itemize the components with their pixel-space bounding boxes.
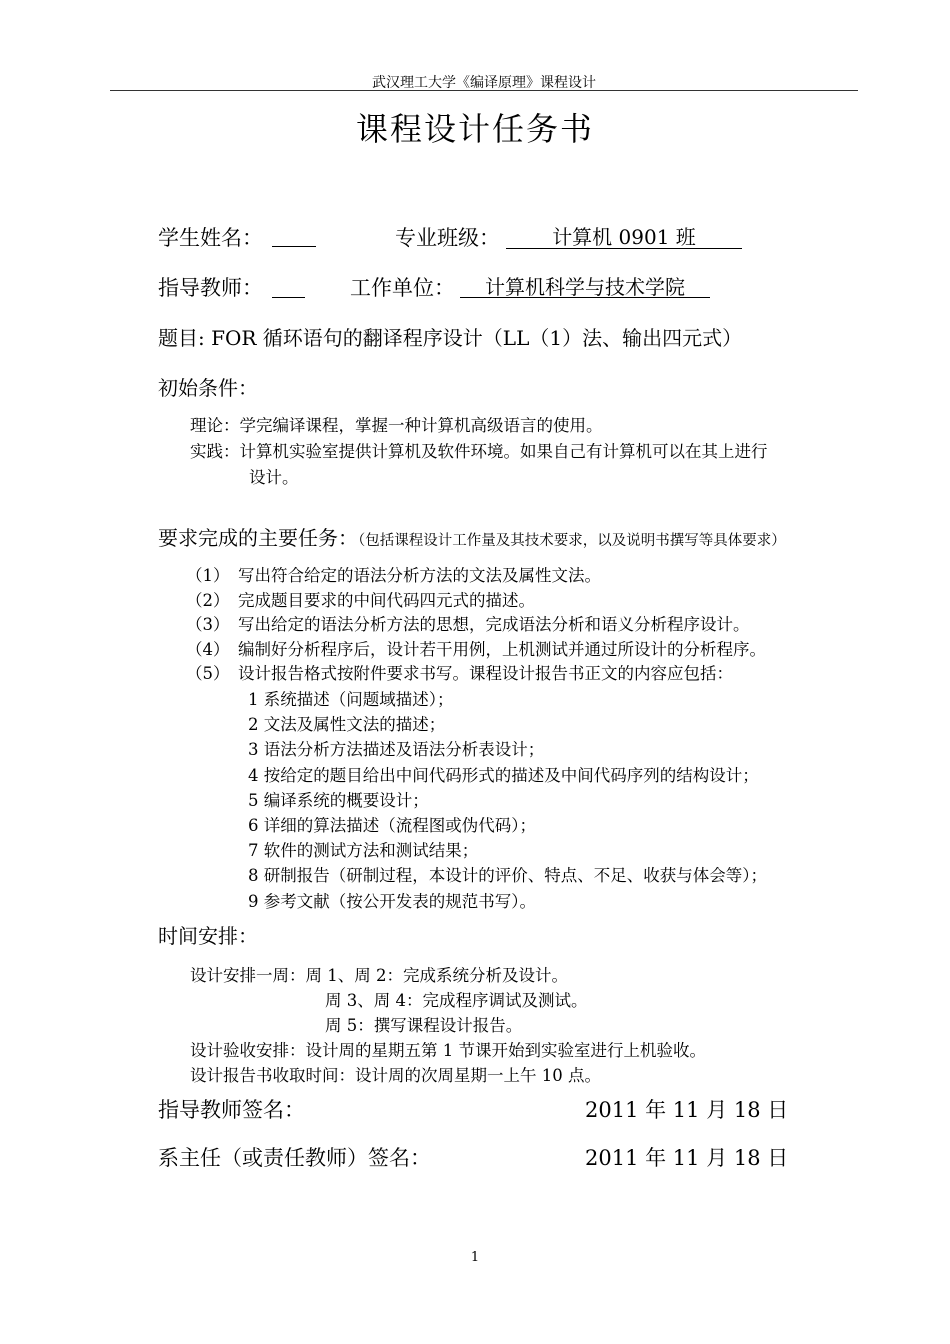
- report-contents-item: 7 软件的测试方法和测试结果；: [248, 841, 479, 861]
- task-item-text: 编制好分析程序后，设计若干用例，上机测试并通过所设计的分析程序。: [238, 639, 766, 659]
- task-item-number: （1）: [186, 566, 230, 585]
- schedule-heading: 时间安排：: [158, 924, 258, 948]
- schedule-day-5: 周 5：撰写课程设计报告。: [325, 1016, 523, 1035]
- advisor-signature-label: 指导教师签名：: [158, 1098, 305, 1122]
- tasks-heading: 要求完成的主要任务：: [158, 526, 358, 550]
- report-contents-item: 6 详细的算法描述（流程图或伪代码）；: [248, 816, 536, 835]
- task-item-number: （2）: [186, 590, 230, 610]
- class-value: 计算机 0901 班: [552, 225, 696, 249]
- page-number: 1: [470, 1250, 480, 1265]
- advisor-label: 指导教师：: [158, 276, 263, 300]
- dept-head-signature-date: 2011 年 11 月 18 日: [585, 1146, 789, 1170]
- schedule-report-deadline: 设计报告书收取时间：设计周的次周星期一上午 10 点。: [190, 1066, 601, 1085]
- task-item-text: 完成题目要求的中间代码四元式的描述。: [238, 590, 535, 610]
- tasks-heading-note: （包括课程设计工作量及其技术要求，以及说明书撰写等具体要求）: [358, 533, 786, 549]
- initial-practice: 实践：计算机实验室提供计算机及软件环境。如果自己有计算机可以在其上进行: [190, 442, 768, 461]
- report-contents-item: 5 编译系统的概要设计；: [248, 790, 429, 810]
- header-rule: [110, 90, 858, 91]
- task-item-text: 设计报告格式按附件要求书写。课程设计报告书正文的内容应包括：: [238, 664, 733, 683]
- task-item-number: （4）: [186, 639, 230, 659]
- initial-practice-cont: 设计。: [249, 468, 299, 487]
- schedule-acceptance: 设计验收安排：设计周的星期五第 1 节课开始到实验室进行上机验收。: [190, 1041, 706, 1060]
- report-contents-item: 8 研制报告（研制过程，本设计的评价、特点、不足、收获与体会等）；: [248, 866, 767, 886]
- advisor-signature-date: 2011 年 11 月 18 日: [585, 1098, 789, 1122]
- student-name-blank: [272, 246, 316, 247]
- report-contents-item: 9 参考文献（按公开发表的规范书写）。: [248, 891, 536, 911]
- report-contents-item: 2 文法及属性文法的描述；: [248, 715, 446, 735]
- schedule-days-3-4: 周 3、周 4：完成程序调试及测试。: [325, 991, 588, 1010]
- report-contents-item: 1 系统描述（问题域描述）；: [248, 690, 454, 709]
- student-name-label: 学生姓名：: [158, 226, 263, 250]
- class-label: 专业班级：: [395, 226, 500, 250]
- report-contents-item: 4 按给定的题目给出中间代码形式的描述及中间代码序列的结构设计；: [248, 765, 759, 785]
- report-contents-item: 3 语法分析方法描述及语法分析表设计；: [248, 740, 545, 760]
- document-title: 课程设计任务书: [355, 110, 594, 148]
- unit-value: 计算机科学与技术学院: [485, 275, 685, 299]
- unit-underline: [460, 297, 710, 298]
- initial-conditions-heading: 初始条件：: [158, 376, 258, 400]
- task-item-number: （3）: [186, 615, 230, 634]
- advisor-blank: [272, 297, 305, 298]
- running-header: 武汉理工大学《编译原理》课程设计: [372, 75, 596, 91]
- dept-head-signature-label: 系主任（或责任教师）签名：: [158, 1146, 431, 1170]
- unit-label: 工作单位：: [350, 276, 455, 300]
- topic: 题目: FOR 循环语句的翻译程序设计（LL（1）法、输出四元式）: [158, 326, 743, 350]
- class-underline: [506, 248, 742, 249]
- schedule-week: 设计安排一周：周 1、周 2：完成系统分析及设计。: [190, 966, 568, 985]
- initial-theory: 理论：学完编译课程，掌握一种计算机高级语言的使用。: [190, 416, 603, 435]
- task-item-number: （5）: [186, 664, 230, 683]
- task-item-text: 写出给定的语法分析方法的思想，完成语法分析和语义分析程序设计。: [238, 615, 750, 634]
- tasks-heading-row: [158, 522, 786, 551]
- task-item-text: 写出符合给定的语法分析方法的文法及属性文法。: [238, 566, 601, 585]
